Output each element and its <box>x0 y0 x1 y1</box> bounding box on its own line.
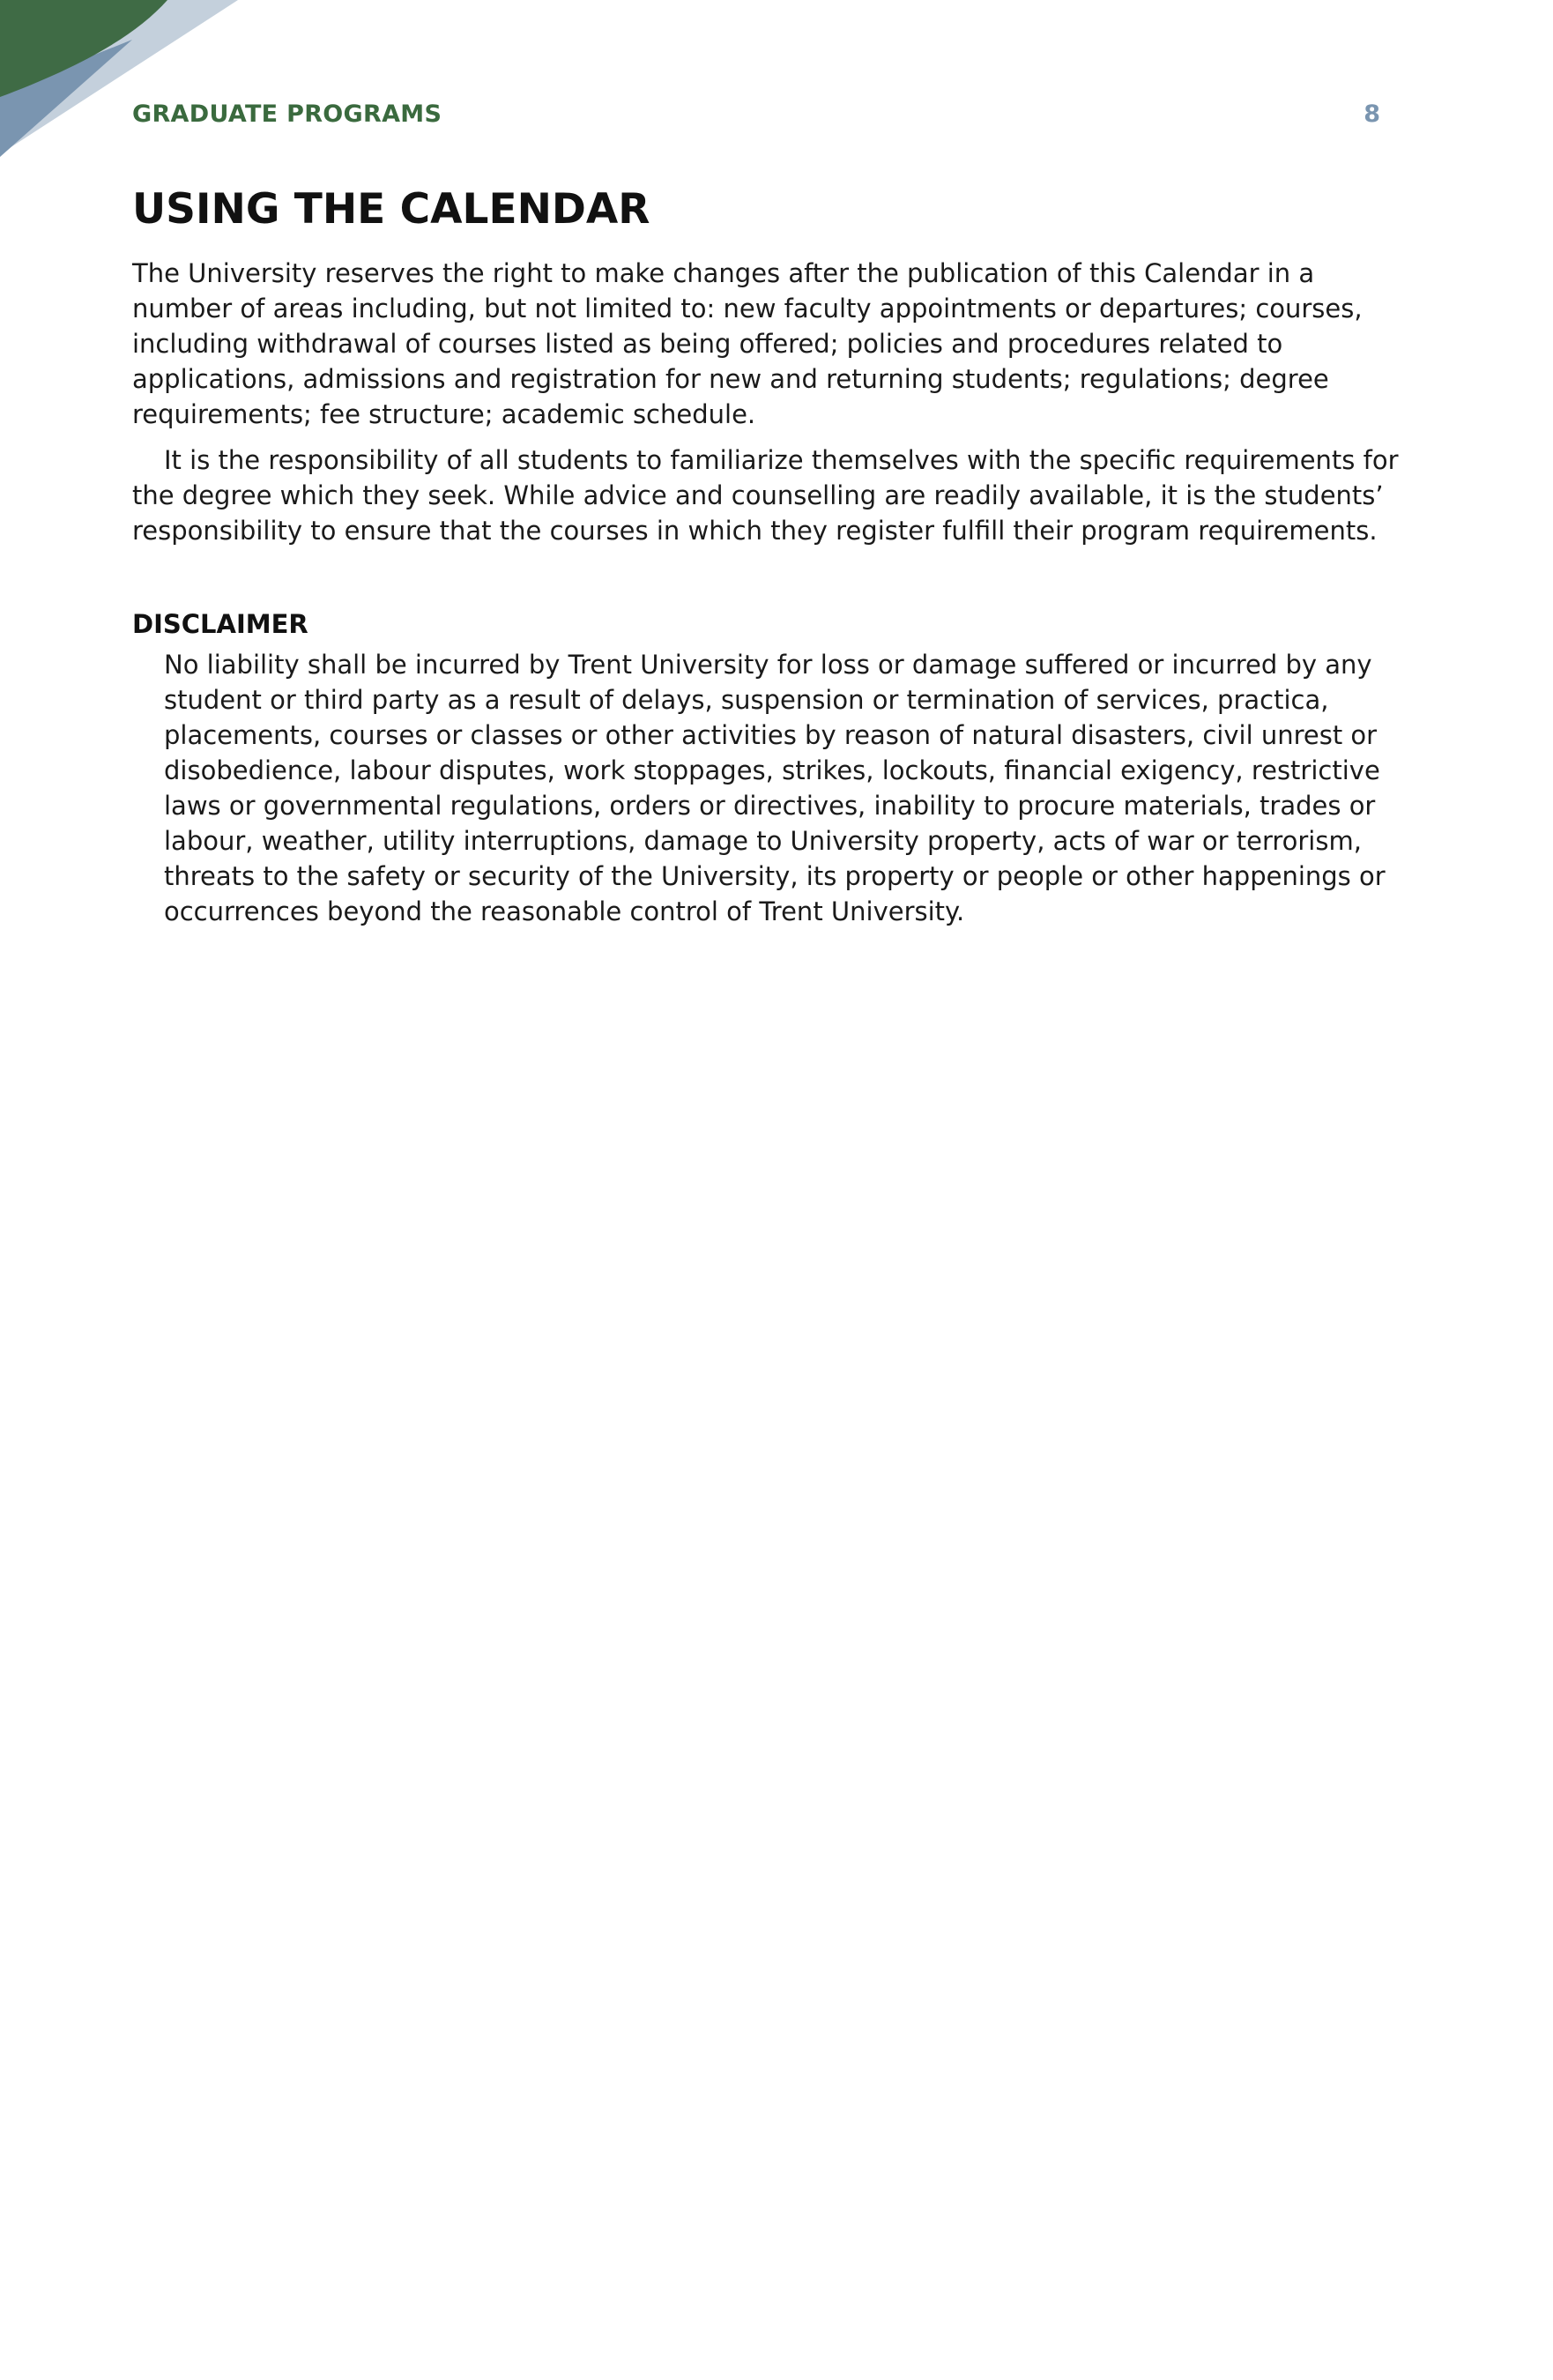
disclaimer-paragraph: No liability shall be incurred by Trent University for loss or damage suffered or incurred by any student or third party as a result of delays, suspension or termination of services, practica, placements, courses or classes or other activities by reason of natural disasters, civil unrest or disobedience, labour disputes, work stoppages, strikes, lockouts, financial exigency, restrictive laws or governmental regulations, orders or directives, inability to procure materials, trades or labour, weather, utility interruptions, damage to University property, acts of war or terrorism, threats to the safety or security of the University, its property or people or other happenings or occurrences beyond the reasonable control of Trent University. <box>164 650 1386 927</box>
corner-decoration <box>0 0 238 159</box>
section-title: USING THE CALENDAR <box>132 185 650 234</box>
running-head-title: GRADUATE PROGRAMS <box>132 100 442 128</box>
page-content <box>132 185 1415 929</box>
page-number: 8 <box>1364 100 1380 128</box>
calendar-paragraph-2: It is the responsibility of all students to familiarize themselves with the specific requirements for the degree which they seek. While advice and counselling are readily available, it is the students’ responsibility to ensure that the courses in which they register fulfill their program requirements. <box>132 445 1399 547</box>
disclaimer-heading: DISCLAIMER <box>132 609 308 640</box>
calendar-paragraph-1: The University reserves the right to make changes after the publication of this Calendar in a number of areas including, but not limited to: new faculty appointments or departures; courses, including withdrawal of courses listed as being offered; policies and procedures related to applications, admissions and registration for new and returning students; regulations; degree requirements; fee structure; academic schedule. <box>132 258 1363 430</box>
